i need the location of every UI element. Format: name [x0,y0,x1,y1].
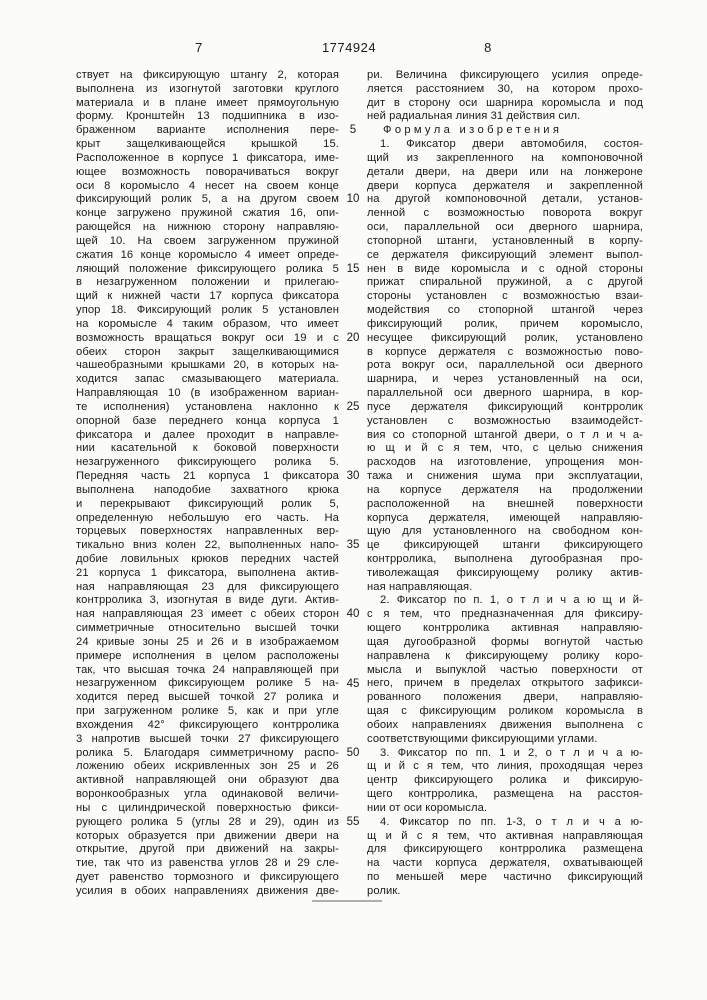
line-number: 5 [349,124,357,137]
text-line: ная направляющая. [367,580,473,593]
text-line: 3. Фиксатор по пп. 1 и 2, о т л и ч а ю- [380,746,643,759]
text-line: и перекрывают фиксирующий ролик 5, [76,497,339,510]
text-line: рающейся на нижнюю сторону направляю- [76,221,339,234]
text-line: ющего контрролика активная направляю- [367,622,643,635]
line-number: 45 [346,677,360,690]
text-line: те исполнения) установлена наклонно к [76,400,339,413]
text-line: 21 корпуса 1 фиксатора, выполнена актив- [76,566,339,579]
text-line: щая дугообразной формы вогнутой частью [367,635,643,648]
text-line: оси 8 коромысло 4 несет на своем конце [76,179,339,192]
patent-number: 1774924 [321,40,377,55]
line-number: 25 [346,400,360,413]
text-line: тиволежащая фиксирующему ролику актив- [367,566,643,579]
text-line: параллельной оси дверного шарнира, в кор- [367,387,643,400]
text-line: 4. Фиксатор по пп. 1-3, о т л и ч а ю- [380,815,643,828]
text-line: Ф о р м у л а и з о б р е т е н и я [383,124,560,137]
text-line: рота вокруг оси, параллельной оси дверного [367,359,643,372]
text-line: расположенной на внешней поверхности [367,497,643,510]
text-line: 1. Фиксатор двери автомобиля, состоя- [380,138,643,151]
text-line: него, причем в пределах открытого зафикси- [367,677,643,690]
text-line: стороны установлен с возможностью взаи- [367,290,643,303]
text-line: двери корпуса держателя и закрепленной [367,179,643,192]
text-line: для фиксирующего контрролика размещена [367,843,643,856]
left-text-column [76,69,339,899]
text-line: примере исполнения в целом расположены [76,649,339,662]
line-number: 55 [346,815,360,828]
text-line: выполнена наподобие захватного крюка [76,483,339,496]
text-line: щ и й с я тем, что линия, проходящая через [367,760,643,773]
text-line: фиксирующий ролик, причем коромысло, [367,317,643,330]
text-line: упор 18. Фиксирующий ролик 5 установлен [76,304,339,317]
text-line: добие ловильных крюков передних частей [76,552,339,565]
line-number: 20 [346,331,360,344]
text-line: нии от оси коромысла. [367,801,488,814]
text-line: ролик. [367,884,401,897]
text-line: по меньшей мере частично фиксирующий [367,871,643,884]
text-line: на части корпуса держателя, охватывающей [367,857,643,870]
text-line: чашеобразными крышками 20, в которых на- [76,359,339,372]
text-line: симметричные относительно высшей точки [76,622,339,635]
text-line: рованного положения двери, направляю- [367,691,643,704]
text-line: вия со стопорной штангой двери, о т л и ч а- [367,428,643,441]
text-line: Передняя часть 21 корпуса 1 фиксатора [76,470,339,483]
text-line: щий к нижней части 17 корпуса фиксатора [76,290,339,303]
text-line: вхождения 42° фиксирующего контрролика [76,718,339,731]
text-line: 2. Фиксатор по п. 1, о т л и ч а ю щ и й- [380,594,643,607]
text-line: 3 напротив высшей точки 27 фиксирующего [76,732,339,745]
end-of-column-mark [312,900,382,902]
line-number: 50 [346,746,360,759]
text-line: несущее фиксирующий ролик, установлено [367,331,643,344]
text-line: щего контрролика, размещена на расстоя- [367,788,643,801]
text-line: соответствующими фиксирующими углами. [367,732,598,745]
text-line: це фиксирующей штанги фиксирующего [367,539,643,552]
text-line: ложению обеих искривленных зон 25 и 26 [76,760,339,773]
text-line: ная направляющая 23 для фиксирующего [76,580,339,593]
text-line: контрролика 3, изогнутая в виде дуги. Актив- [76,594,339,607]
text-line: так, что высшая точка 24 направляющей при [76,663,339,676]
text-line: щий из закрепленного на компоновочной [367,151,643,164]
text-line: в незагруженном положении и прилегаю- [76,276,339,289]
text-line: незагруженном фиксирующем ролике 5 на- [76,677,339,690]
text-line: се держателя фиксирующий элемент выпол- [367,248,643,261]
text-line: центр фиксирующего ролика и фиксирую- [367,774,643,787]
text-line: опорной базе переднего конца корпуса 1 [76,414,339,427]
text-line: форму. Кронштейн 13 подшипника в изо- [76,110,339,123]
text-line: прижат спиральной пружиной, а с другой [367,276,643,289]
text-line: фиксирующий ролик 5, а на другом своем [76,193,339,206]
text-line: стопорной штанги, установленный в корпу- [367,234,643,247]
text-line: на другой компоновочной детали, установ- [367,193,643,206]
text-line: ю щ и й с я тем, что, с целью снижения [367,442,643,455]
text-line: щей 10. На своем загруженном пружиной [76,234,339,247]
text-line: возможность вращаться вокруг оси 19 и с [76,331,339,344]
text-line: контрролика, выполнена дугообразная про- [367,552,643,565]
left-column-page-number: 7 [195,40,203,55]
text-line: браженном варианте исполнения пере- [76,124,339,137]
text-line: при загруженном ролике 5, как и при угле [76,705,339,718]
text-line: тие, так что из равенства углов 28 и 29 сле- [76,857,339,870]
text-line: ная направляющая 23 имеет с обеих сторон [76,608,339,621]
text-line: воронкообразных угла одинаковой величи- [76,788,339,801]
text-line: шарнира, и через установленный на оси, [367,373,643,386]
text-line: ствует на фиксирующую штангу 2, которая [76,69,339,81]
text-line: торцевых поверхностях направленных вер- [76,525,339,538]
text-line: определенную небольшую его часть. На [76,511,339,524]
text-line: фиксатора и далее проходит в направле- [76,428,339,441]
text-line: оси, параллельной оси дверного шарнира, [367,221,643,234]
text-line: расходов на изготовление, упрощения мон- [367,456,643,469]
text-line: в корпусе держателя с возможностью пово- [367,345,643,358]
text-line: крыт защелкивающейся крышкой 15. [76,138,339,151]
text-line: Расположенное в корпусе 1 фиксатора, име- [76,151,339,164]
text-line: тажа и снижения шума при эксплуатации, [367,470,643,483]
text-line: обоих направлениях движения выполнена с [367,718,643,731]
text-line: активной направляющей они образуют два [76,774,339,787]
text-line: щую для установленного на свободном кон- [367,525,643,538]
line-number: 15 [346,262,360,275]
text-line: ролика 5. Благодаря симметричному распо- [76,746,339,759]
text-line: незагруженного фиксирующего ролика 5. [76,456,339,469]
text-line: корпуса держателя, имеющей направляю- [367,511,643,524]
text-line: ленной с возможностью поворота вокруг [367,207,643,220]
line-number-gutter [339,69,367,899]
text-line: на корпусе держателя на продолжении [367,483,643,496]
text-line: детали двери, на двери или на лонжероне [367,165,643,178]
line-number: 30 [346,470,360,483]
text-line: пусе держателя фиксирующий контрролик [367,400,643,413]
text-line: щая с фиксирующим роликом коромысла в [367,705,643,718]
text-line: ходится запас смазывающего материала. [76,373,339,386]
line-number: 40 [346,608,360,621]
text-line: обеих сторон закрыт защелкивающимися [76,345,339,358]
text-line: установлен с возможностью взаимодейст- [367,414,643,427]
text-line: направлена к фиксирующему ролику коро- [367,649,643,662]
text-line: модействия со стопорной штангой через [367,304,643,317]
right-text-column [367,69,643,899]
right-column-page-number: 8 [484,40,492,55]
text-line: дит в сторону оси шарнира коромысла и под [367,96,643,109]
text-line: нен в виде коромысла и с одной стороны [367,262,643,275]
line-number: 10 [346,193,360,206]
text-line: ри. Величина фиксирующего усилия опреде- [367,69,643,81]
text-line: ющее возможность поворачиваться вокруг [76,165,339,178]
text-line: ней радиальная линия 31 действия сил. [367,110,581,123]
text-line: мысла и выпуклой частью поверхности от [367,663,643,676]
text-line: Направляющая 10 (в изображенном вариан- [76,387,339,400]
text-line: ляющий положение фиксирующего ролика 5 [76,262,339,275]
text-line: материала и в плане имеет прямоугольную [76,96,339,109]
text-line: ны с цилиндрической поверхностью фикси- [76,801,339,814]
line-number: 35 [346,539,360,552]
text-line: на коромысле 4 таким образом, что имеет [76,317,339,330]
text-line: усилия в обоих направлениях движения две- [76,884,339,897]
text-line: открытие, другой при движений на закры- [76,843,339,856]
text-line: нии касательной к боковой поверхности [76,442,339,455]
text-line: тикально вниз колен 22, выполненных напо- [76,539,339,552]
text-line: выполнена из изогнутой заготовки круглого [76,82,339,95]
text-line: дует равенство тормозного и фиксирующего [76,871,339,884]
text-line: конце загружено пружиной сжатия 16, опи- [76,207,339,220]
text-line: рующего ролика 5 (углы 28 и 29), один из [76,815,339,828]
text-line: щ и й с я тем, что активная направляющая [367,829,643,842]
text-line: ляется расстоянием 30, на котором прохо- [367,82,643,95]
text-line: сжатия 16 конце коромысло 4 имеет опреде- [76,248,339,261]
text-line: 24 кривые зоны 25 и 26 и в изображаемом [76,635,339,648]
text-line: которых образуется при движении двери на [76,829,339,842]
text-line: с я тем, что предназначенная для фиксиру- [367,608,643,621]
text-line: ходится перед высшей точкой 27 ролика и [76,691,339,704]
